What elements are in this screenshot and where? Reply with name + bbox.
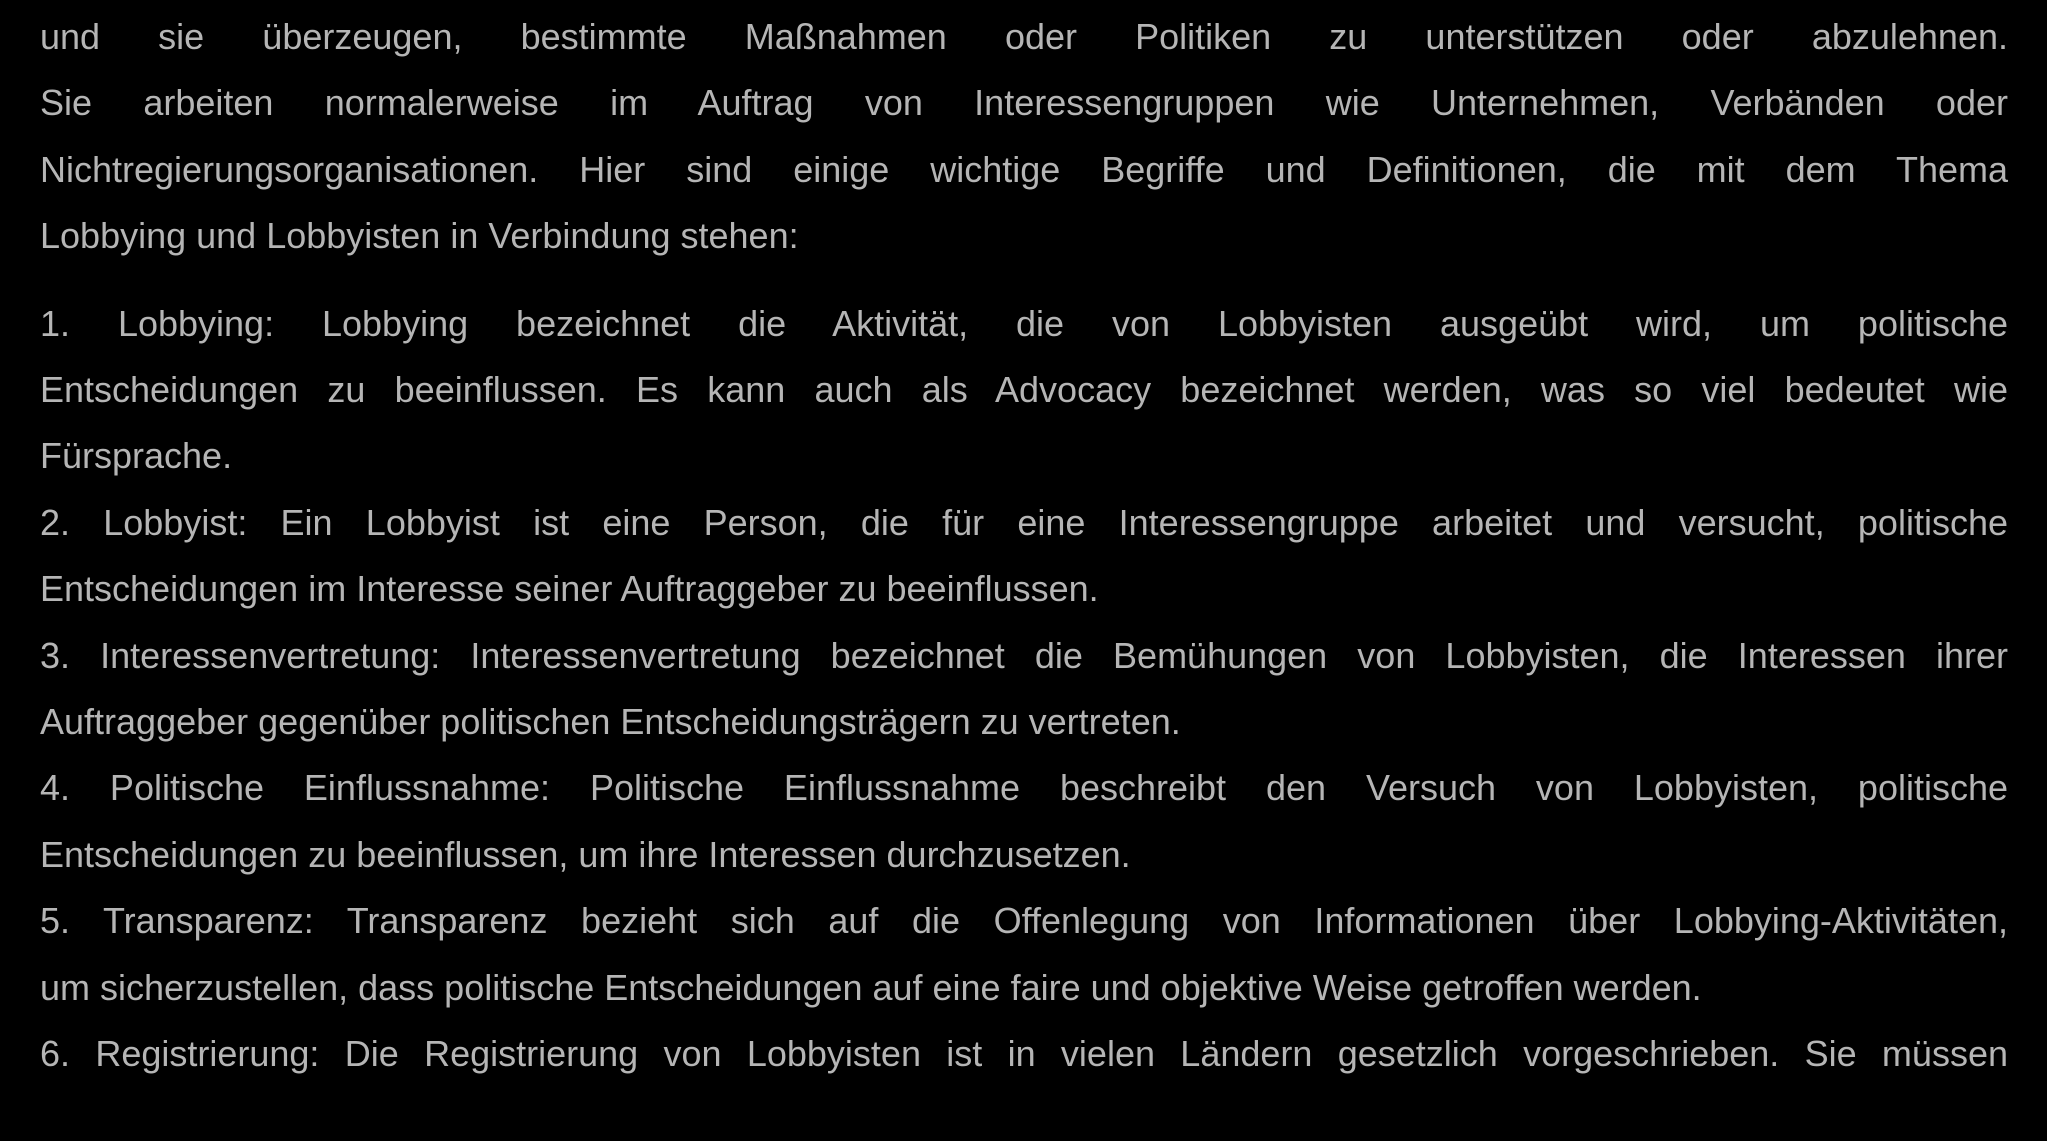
text-line: Fürsprache. <box>40 435 233 477</box>
definition-item-3 <box>40 623 2008 756</box>
text-line: 1. Lobbying: Lobbying bezeichnet die Aktivität, die von Lobbyisten ausgeübt wird, um politische <box>40 302 2008 344</box>
text-line: 4. Politische Einflussnahme: Politische Einflussnahme beschreibt den Versuch von Lobbyisten, politische <box>40 767 2008 809</box>
text-line: 6. Registrierung: Die Registrierung von Lobbyisten ist in vielen Ländern gesetzlich vorgeschrieben. Sie müssen <box>40 1033 2008 1075</box>
definition-item-5 <box>40 888 2008 1021</box>
intro-paragraph <box>40 4 2008 270</box>
definition-item-6 <box>40 1021 2008 1087</box>
text-line: Sie arbeiten normalerweise im Auftrag von Interessengruppen wie Unternehmen, Verbänden oder <box>40 82 2008 124</box>
text-line: 5. Transparenz: Transparenz bezieht sich auf die Offenlegung von Informationen über Lobbying-Aktivitäten, <box>40 900 2008 942</box>
text-line: Entscheidungen zu beeinflussen, um ihre Interessen durchzusetzen. <box>40 833 1131 875</box>
definition-item-1 <box>40 291 2008 490</box>
text-line: Auftraggeber gegenüber politischen Entscheidungsträgern zu vertreten. <box>40 701 1181 743</box>
text-line: um sicherzustellen, dass politische Entscheidungen auf eine faire und objektive Weise getroffen werden. <box>40 966 1702 1008</box>
definition-item-4 <box>40 755 2008 888</box>
text-line: Lobbying und Lobbyisten in Verbindung stehen: <box>40 215 799 257</box>
text-line: 3. Interessenvertretung: Interessenvertretung bezeichnet die Bemühungen von Lobbyisten, die Interessen ihrer <box>40 634 2008 676</box>
text-line: Entscheidungen zu beeinflussen. Es kann auch als Advocacy bezeichnet werden, was so viel bedeutet wie <box>40 369 2008 411</box>
definition-item-2 <box>40 490 2008 623</box>
text-line: Entscheidungen im Interesse seiner Auftraggeber zu beeinflussen. <box>40 568 1099 610</box>
text-line: Nichtregierungsorganisationen. Hier sind einige wichtige Begriffe und Definitionen, die mit dem Thema <box>40 148 2008 190</box>
text-line: und sie überzeugen, bestimmte Maßnahmen oder Politiken zu unterstützen oder abzulehnen. <box>40 16 2008 57</box>
text-line: 2. Lobbyist: Ein Lobbyist ist eine Person, die für eine Interessengruppe arbeitet und versucht, politische <box>40 501 2008 543</box>
